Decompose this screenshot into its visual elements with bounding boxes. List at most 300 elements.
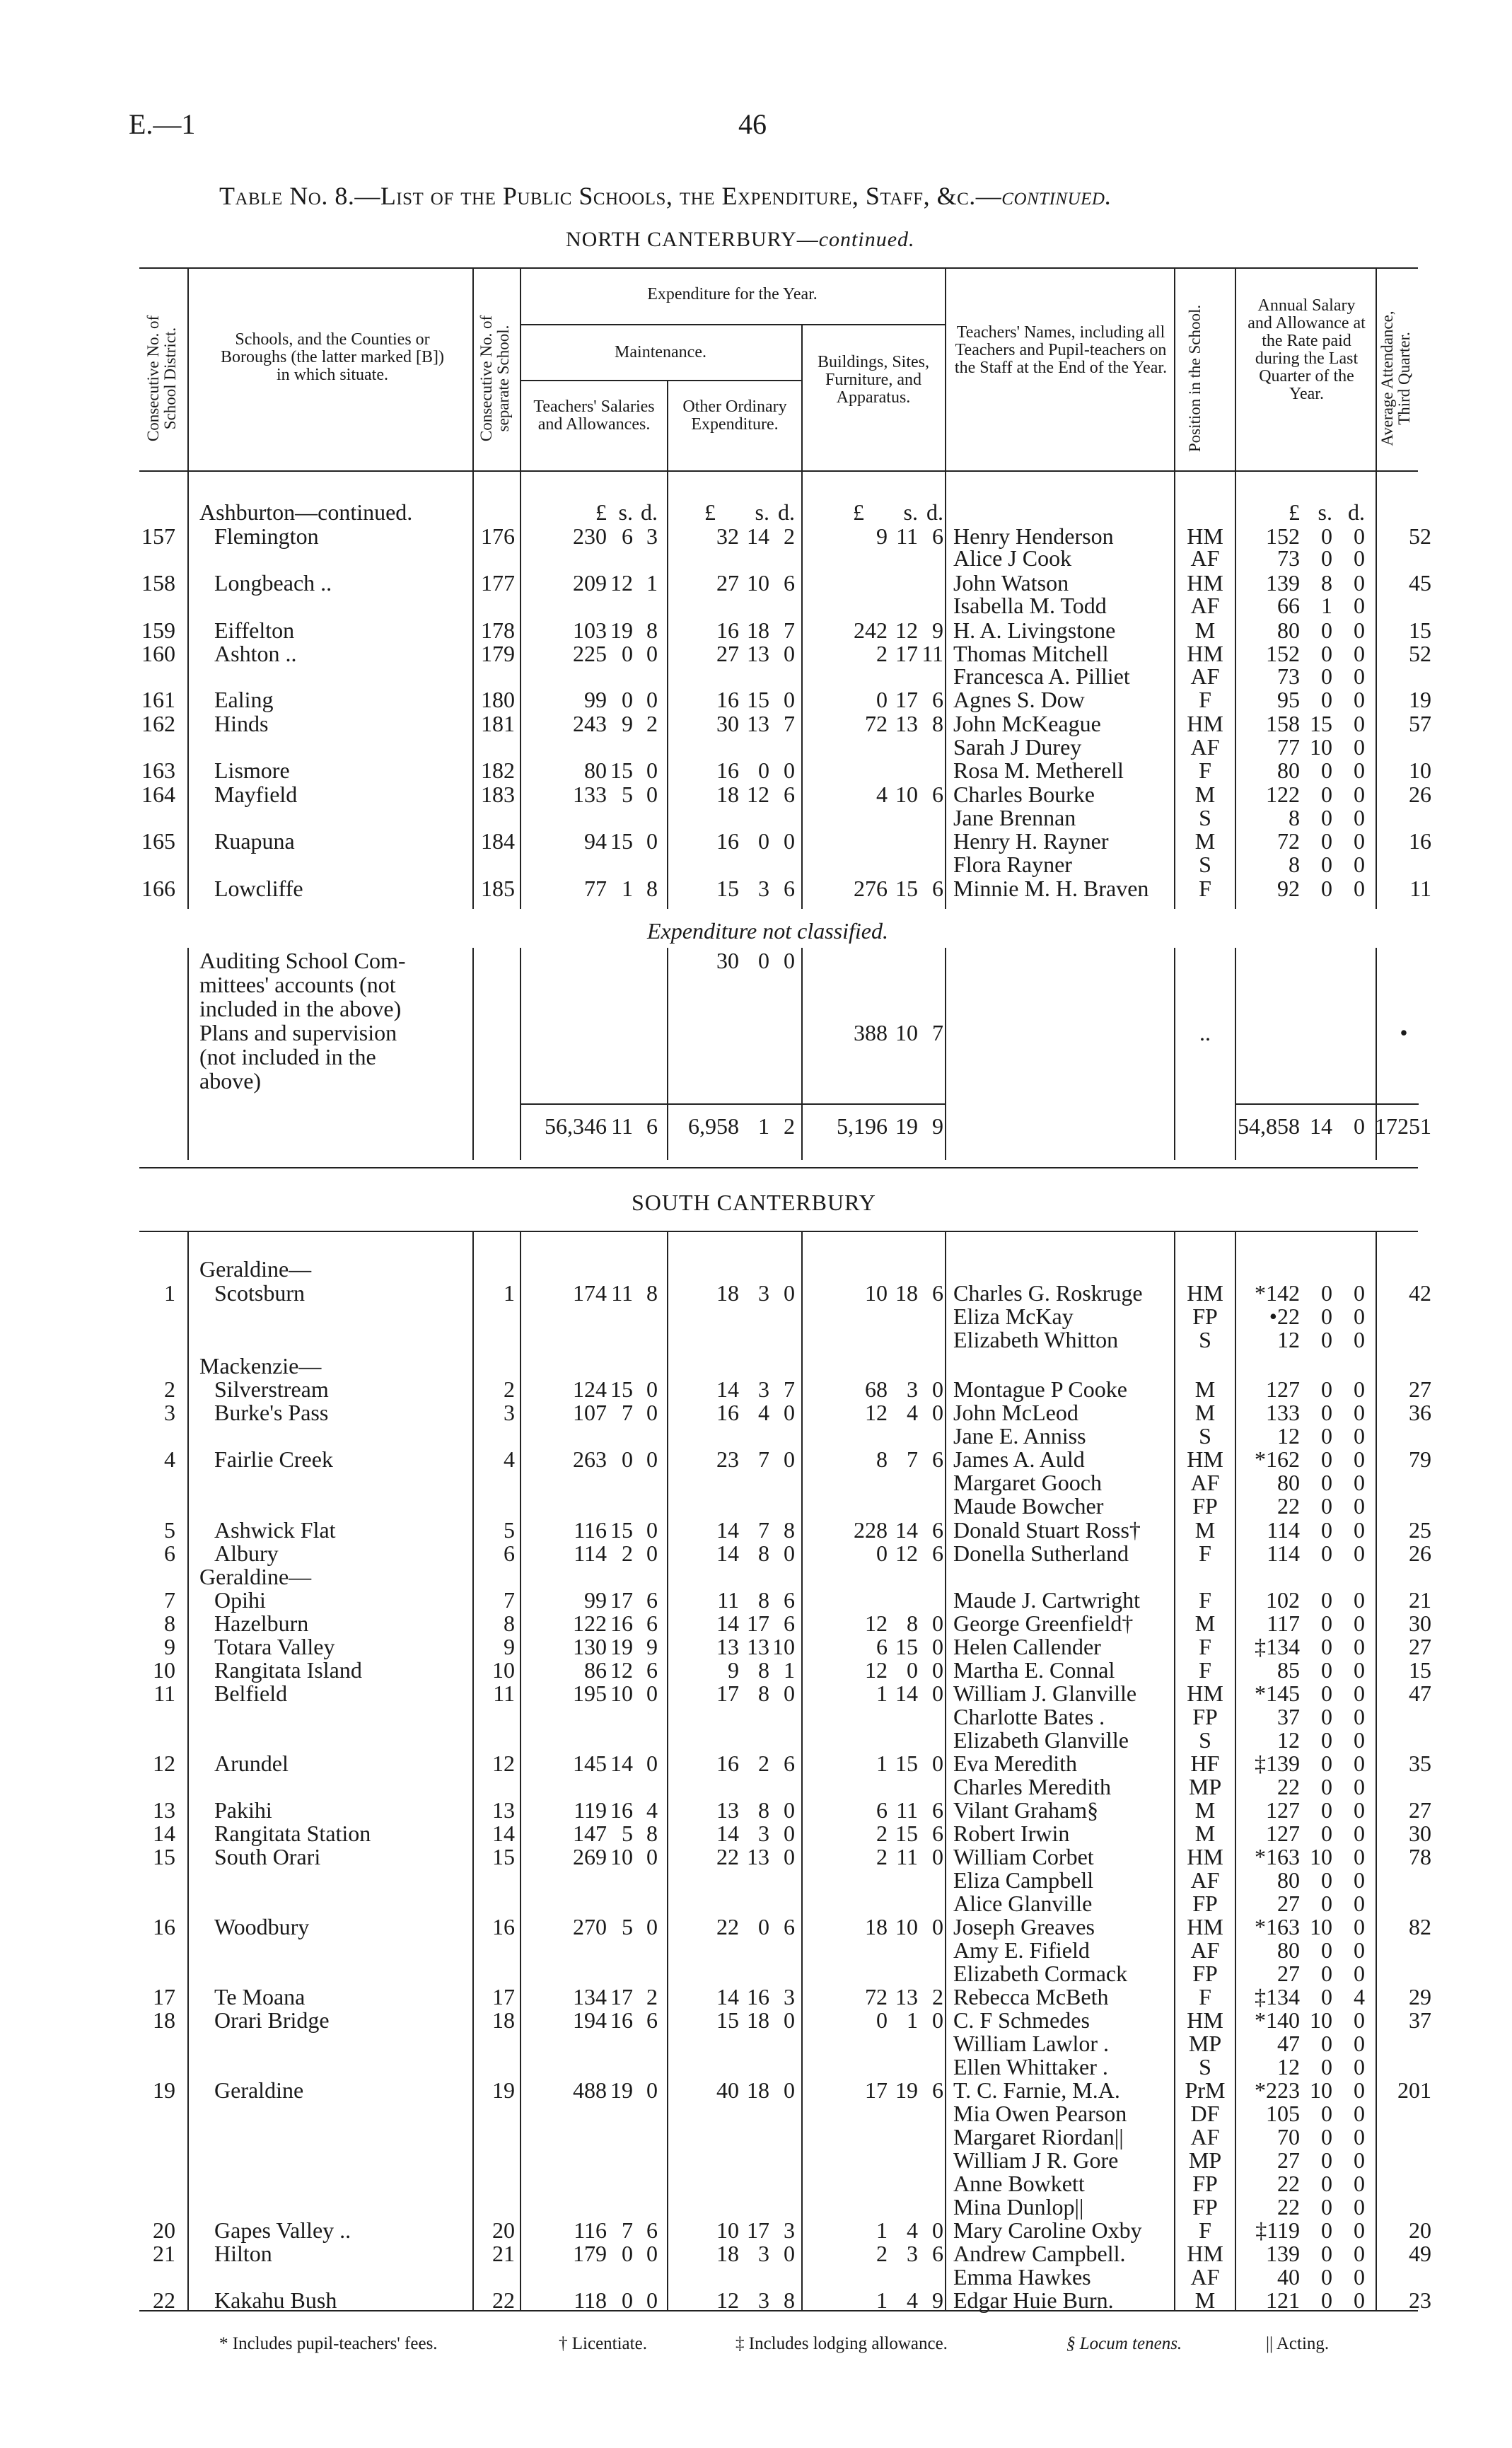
position: M: [1194, 1517, 1216, 1543]
school-number: 179: [481, 641, 515, 666]
annual-salary-shillings: 0: [1321, 2147, 1332, 2173]
district-number: 2: [164, 1376, 175, 1402]
position: M: [1194, 828, 1216, 854]
school-number: 1: [504, 1280, 515, 1306]
salaries-pounds: 116: [574, 2217, 607, 2243]
annual-salary-pounds: 105: [1266, 2101, 1300, 2126]
school-name: Hazelburn: [214, 1611, 309, 1636]
total-buildings-pounds: 5,196: [837, 1113, 888, 1139]
school-name: Belfield: [214, 1681, 288, 1706]
salaries-pence: 8: [646, 1280, 658, 1306]
total-other-pence: 2: [784, 1113, 795, 1139]
teacher-name: Maude J. Cartwright: [953, 1587, 1140, 1613]
salaries-shillings: 15: [610, 1517, 633, 1543]
salaries-pounds: 230: [573, 523, 607, 549]
annual-salary-shillings: 0: [1321, 1751, 1332, 1776]
annual-salary-pounds: ‡119: [1255, 2217, 1300, 2243]
salaries-pence: 0: [646, 1914, 658, 1939]
district-number: 3: [164, 1400, 175, 1425]
attendance: 10: [1409, 758, 1431, 783]
annual-salary-shillings: 0: [1321, 758, 1332, 783]
salaries-pounds: 195: [573, 1681, 607, 1706]
annual-salary-shillings: 0: [1321, 1517, 1332, 1543]
col-expenditure: Expenditure for the Year.: [647, 285, 818, 303]
buildings-pence: 6: [932, 1280, 943, 1306]
salaries-pounds: 133: [573, 782, 607, 807]
col-position: Position in the School.: [1186, 304, 1204, 453]
school-name: Ashton ..: [214, 641, 297, 666]
total-salaries-shillings: 11: [611, 1113, 633, 1139]
school-number: 19: [492, 2077, 515, 2103]
buildings-pence: 0: [932, 2217, 943, 2243]
annual-salary-pence: 0: [1354, 617, 1365, 643]
annual-salary-pounds: 22: [1277, 1774, 1300, 1799]
school-number: 5: [504, 1517, 515, 1543]
attendance: 11: [1409, 876, 1431, 901]
salaries-pence: 6: [646, 1657, 658, 1683]
buildings-pence: 6: [932, 1541, 943, 1566]
position: MP: [1188, 1774, 1222, 1799]
annual-salary-pounds: *140: [1255, 2007, 1300, 2033]
annual-salary-shillings: 0: [1321, 1304, 1332, 1329]
annual-salary-pence: 0: [1354, 1891, 1365, 1916]
annual-salary-pence: 0: [1354, 2031, 1365, 2056]
buildings-shillings: 4: [907, 2287, 918, 2313]
position: M: [1194, 617, 1216, 643]
annual-salary-pence: 0: [1354, 523, 1365, 549]
salaries-pence: 0: [646, 1400, 658, 1425]
other-expenditure-pence: 6: [784, 1751, 795, 1776]
school-name: Ashburton—continued.: [199, 499, 413, 525]
salaries-shillings: 12: [610, 1657, 633, 1683]
annual-salary-pounds: *162: [1255, 1446, 1300, 1472]
attendance: 30: [1409, 1611, 1431, 1636]
teacher-name: Helen Callender: [953, 1634, 1101, 1659]
col-teachers: Teachers' Names, including all Teachers and Pupil-teachers on the Staff at the End of the Year.: [954, 323, 1168, 377]
salaries-shillings: 9: [622, 711, 633, 736]
annual-salary-shillings: 0: [1321, 1984, 1332, 2009]
salaries-pounds: 119: [574, 1797, 607, 1823]
annual-salary-shillings: 0: [1321, 2054, 1332, 2079]
district-number: 163: [141, 758, 175, 783]
buildings-pence: 6: [932, 1446, 943, 1472]
other-expenditure-pounds: 13: [716, 1797, 739, 1823]
buildings-shillings: 14: [895, 1517, 918, 1543]
teacher-name: Andrew Campbell.: [953, 2241, 1126, 2266]
teacher-name: Francesca A. Pilliet: [953, 663, 1130, 689]
annual-salary-pounds: 40: [1277, 2264, 1300, 2290]
annual-salary-pounds: 158: [1266, 711, 1300, 736]
salaries-pence: 6: [646, 2217, 658, 2243]
annual-salary-pounds: 80: [1277, 1867, 1300, 1893]
salaries-pounds: 103: [573, 617, 607, 643]
position: FP: [1192, 2171, 1218, 2196]
buildings-pounds: 1: [876, 1681, 888, 1706]
attendance: 23: [1409, 2287, 1431, 2313]
salaries-pounds: 263: [573, 1446, 607, 1472]
footnote-pupil-fees: * Includes pupil-teachers' fees.: [219, 2334, 438, 2353]
district-number: 17: [153, 1984, 175, 2009]
salaries-shillings: 0: [622, 641, 633, 666]
annual-salary-shillings: 10: [1310, 1914, 1332, 1939]
school-number: 10: [492, 1657, 515, 1683]
position: FP: [1192, 2194, 1218, 2220]
annual-salary-pence: 0: [1354, 1867, 1365, 1893]
school-number: 4: [504, 1446, 515, 1472]
other-expenditure-pounds: 18: [716, 2241, 739, 2266]
other-expenditure-shillings: 0: [758, 828, 769, 854]
annual-salary-pounds: 127: [1266, 1797, 1300, 1823]
annual-salary-pounds: •22: [1269, 1304, 1300, 1329]
district-number: 21: [153, 2241, 175, 2266]
other-expenditure-pence: 0: [784, 641, 795, 666]
salaries-shillings: 0: [622, 2241, 633, 2266]
other-expenditure-shillings: 17: [747, 1611, 769, 1636]
school-name: Kakahu Bush: [214, 2287, 337, 2313]
other-expenditure-shillings: 18: [747, 2077, 769, 2103]
annual-salary-pence: 0: [1354, 2007, 1365, 2033]
page-reference: E.—1: [129, 108, 196, 140]
annual-salary-pence: 0: [1354, 1446, 1365, 1472]
other-expenditure-shillings: 14: [747, 523, 769, 549]
total-buildings-shillings: 19: [895, 1113, 918, 1139]
annual-salary-pence: 0: [1354, 1844, 1365, 1869]
position: AF: [1190, 1470, 1220, 1495]
attendance: 79: [1409, 1446, 1431, 1472]
other-expenditure-shillings: 2: [758, 1751, 769, 1776]
position: M: [1194, 1821, 1216, 1846]
salaries-pounds: 147: [573, 1821, 607, 1846]
district-number: 13: [153, 1797, 175, 1823]
school-number: 184: [481, 828, 515, 854]
teacher-name: Henry H. Rayner: [953, 828, 1109, 854]
teacher-name: Elizabeth Glanville: [953, 1727, 1129, 1753]
annual-salary-pence: 0: [1354, 2171, 1365, 2196]
salaries-pence: 6: [646, 1587, 658, 1613]
salaries-pounds: 99: [584, 1587, 607, 1613]
other-expenditure-pounds: 13: [716, 1634, 739, 1659]
other-expenditure-pence: 7: [784, 617, 795, 643]
salaries-pence: 0: [646, 782, 658, 807]
annual-salary-shillings: 0: [1321, 1937, 1332, 1963]
school-number: 16: [492, 1914, 515, 1939]
teacher-name: George Greenfield†: [953, 1611, 1134, 1636]
other-expenditure-pounds: 18: [716, 1280, 739, 1306]
salaries-shillings: 16: [610, 2007, 633, 2033]
annual-salary-shillings: 0: [1321, 1400, 1332, 1425]
attendance: 27: [1409, 1376, 1431, 1402]
annual-salary-pounds: ‡134: [1255, 1984, 1300, 2009]
position: F: [1199, 758, 1211, 783]
col-schools: Schools, and the Counties or Boroughs (the latter marked [B]) in which situate.: [221, 330, 444, 384]
position: F: [1199, 2217, 1211, 2243]
other-expenditure-shillings: 3: [758, 2287, 769, 2313]
annual-salary-shillings: 0: [1321, 2101, 1332, 2126]
school-number: 13: [492, 1797, 515, 1823]
district-number: 9: [164, 1634, 175, 1659]
salaries-pence: 0: [646, 828, 658, 854]
other-expenditure-shillings: 12: [747, 782, 769, 807]
salaries-pence: 0: [646, 2287, 658, 2313]
auditing-label: Auditing School Com-: [199, 948, 406, 973]
annual-salary-pounds: 102: [1266, 1587, 1300, 1613]
salaries-pence: 8: [646, 876, 658, 901]
school-name: Pakihi: [214, 1797, 272, 1823]
position: AF: [1190, 593, 1220, 618]
annual-salary-shillings: 0: [1321, 641, 1332, 666]
annual-salary-pence: 0: [1354, 1470, 1365, 1495]
annual-salary-pence: 0: [1354, 876, 1365, 901]
position: F: [1199, 1984, 1211, 2009]
annual-salary-pence: 0: [1354, 1961, 1365, 1986]
school-number: 185: [481, 876, 515, 901]
col-buildings: Buildings, Sites, Furniture, and Apparatus.: [817, 353, 930, 407]
teacher-name: John Watson: [953, 570, 1069, 596]
annual-salary-shillings: 0: [1321, 1727, 1332, 1753]
salaries-pounds: 243: [573, 711, 607, 736]
teacher-name: Eliza Campbell: [953, 1867, 1094, 1893]
annual-salary-pence: 0: [1354, 2077, 1365, 2103]
annual-salary-shillings: 0: [1321, 1470, 1332, 1495]
buildings-shillings: 15: [895, 1751, 918, 1776]
school-number: 11: [493, 1681, 515, 1706]
annual-salary-pence: 0: [1354, 1517, 1365, 1543]
school-number: 182: [481, 758, 515, 783]
annual-salary-pounds: 139: [1266, 2241, 1300, 2266]
other-expenditure-pounds: 27: [716, 570, 739, 596]
salaries-shillings: 19: [610, 2077, 633, 2103]
annual-salary-pounds: 12: [1277, 1423, 1300, 1449]
salaries-pounds: 77: [584, 876, 607, 901]
annual-salary-pounds: *163: [1255, 1914, 1300, 1939]
salaries-pounds: 86: [584, 1657, 607, 1683]
attendance: 47: [1409, 1681, 1431, 1706]
annual-salary-pounds: 27: [1277, 2147, 1300, 2173]
other-expenditure-shillings: 13: [747, 1634, 769, 1659]
salaries-pence: 8: [646, 617, 658, 643]
annual-salary-pounds: 8: [1289, 852, 1300, 877]
salaries-pence: 0: [646, 641, 658, 666]
annual-salary-shillings: 0: [1321, 1376, 1332, 1402]
district-number: 18: [153, 2007, 175, 2033]
annual-salary-pence: 0: [1354, 687, 1365, 712]
annual-salary-shillings: 0: [1321, 805, 1332, 830]
salaries-pence: 0: [646, 1681, 658, 1706]
salaries-pence: 0: [646, 687, 658, 712]
position: HM: [1187, 1446, 1223, 1472]
other-expenditure-pence: 0: [784, 1400, 795, 1425]
salaries-pounds: 174: [573, 1280, 607, 1306]
annual-salary-pounds: 133: [1266, 1400, 1300, 1425]
other-expenditure-pence: 0: [784, 2007, 795, 2033]
annual-salary-pence: 0: [1354, 1727, 1365, 1753]
other-expenditure-pence: 0: [784, 1681, 795, 1706]
buildings-pounds: 1: [876, 2217, 888, 2243]
annual-salary-pounds: 73: [1277, 545, 1300, 571]
school-name: Silverstream: [214, 1376, 329, 1402]
unit-pound: £: [595, 499, 607, 525]
district-number: 12: [153, 1751, 175, 1776]
buildings-pounds: 276: [854, 876, 888, 901]
total-salaries-pence: 6: [646, 1113, 658, 1139]
other-expenditure-pounds: 15: [716, 876, 739, 901]
teacher-name: Henry Henderson: [953, 523, 1114, 549]
teacher-name: Robert Irwin: [953, 1821, 1070, 1846]
salaries-shillings: 16: [610, 1611, 633, 1636]
annual-salary-pounds: 80: [1277, 758, 1300, 783]
annual-salary-pence: 0: [1354, 641, 1365, 666]
attendance: 21: [1409, 1587, 1431, 1613]
annual-salary-pounds: 70: [1277, 2124, 1300, 2150]
position: FP: [1192, 1704, 1218, 1729]
teacher-name: Martha E. Connal: [953, 1657, 1115, 1683]
position: AF: [1190, 545, 1220, 571]
attendance: 201: [1397, 2077, 1431, 2103]
teacher-name: William Corbet: [953, 1844, 1094, 1869]
teacher-name: Rosa M. Metherell: [953, 758, 1124, 783]
annual-salary-pence: 0: [1354, 1327, 1365, 1352]
annual-salary-shillings: 10: [1310, 1844, 1332, 1869]
annual-salary-shillings: 0: [1321, 617, 1332, 643]
attendance: 52: [1409, 641, 1431, 666]
teacher-name: John McKeague: [953, 711, 1101, 736]
position: FP: [1192, 1304, 1218, 1329]
district-number: 7: [164, 1587, 175, 1613]
salaries-pounds: 116: [574, 1517, 607, 1543]
position: HM: [1187, 2007, 1223, 2033]
school-number: 15: [492, 1844, 515, 1869]
other-expenditure-shillings: 3: [758, 2241, 769, 2266]
annual-salary-pounds: 80: [1277, 617, 1300, 643]
position: FP: [1192, 1493, 1218, 1519]
attendance: 49: [1409, 2241, 1431, 2266]
annual-salary-shillings: 0: [1321, 2287, 1332, 2313]
school-name: Geraldine—: [199, 1564, 312, 1589]
school-name: Ruapuna: [214, 828, 295, 854]
salaries-pounds: 194: [573, 2007, 607, 2033]
other-expenditure-pounds: 22: [716, 1914, 739, 1939]
buildings-pence: 0: [932, 1844, 943, 1869]
other-expenditure-pounds: 27: [716, 641, 739, 666]
school-name: Flemington: [214, 523, 319, 549]
school-name: Ealing: [214, 687, 274, 712]
teacher-name: James A. Auld: [953, 1446, 1085, 1472]
position: HM: [1187, 711, 1223, 736]
salaries-pounds: 122: [573, 1611, 607, 1636]
school-name: South Orari: [214, 1844, 321, 1869]
position: M: [1194, 1797, 1216, 1823]
other-expenditure-pounds: 16: [716, 1751, 739, 1776]
table-title-continued: continued.: [1001, 182, 1112, 210]
annual-salary-pounds: 117: [1267, 1611, 1300, 1636]
annual-salary-pounds: 72: [1277, 828, 1300, 854]
teacher-name: William J. Glanville: [953, 1681, 1137, 1706]
buildings-pounds: 17: [865, 2077, 888, 2103]
buildings-pence: 6: [932, 523, 943, 549]
salaries-shillings: 17: [610, 1587, 633, 1613]
salaries-pounds: 134: [573, 1984, 607, 2009]
buildings-pounds: 18: [865, 1914, 888, 1939]
total-attendance: 17251: [1375, 1113, 1431, 1139]
annual-salary-shillings: 0: [1321, 1327, 1332, 1352]
school-number: 3: [504, 1400, 515, 1425]
annual-salary-pence: 0: [1354, 2147, 1365, 2173]
annual-salary-pence: 0: [1354, 1280, 1365, 1306]
teacher-name: Eliza McKay: [953, 1304, 1074, 1329]
other-expenditure-shillings: 0: [758, 758, 769, 783]
annual-salary-pence: 0: [1354, 663, 1365, 689]
salaries-pounds: 488: [573, 2077, 607, 2103]
annual-salary-pounds: 77: [1277, 734, 1300, 760]
other-expenditure-shillings: 3: [758, 1821, 769, 1846]
other-expenditure-pounds: 32: [716, 523, 739, 549]
position: AF: [1190, 1937, 1220, 1963]
position: FP: [1192, 1891, 1218, 1916]
buildings-pence: 9: [932, 2287, 943, 2313]
annual-salary-pence: 0: [1354, 545, 1365, 571]
school-number: 183: [481, 782, 515, 807]
other-expenditure-pence: 0: [784, 1280, 795, 1306]
teacher-name: Donald Stuart Ross†: [953, 1517, 1141, 1543]
position: M: [1194, 1400, 1216, 1425]
salaries-shillings: 15: [610, 828, 633, 854]
buildings-pence: 0: [932, 1634, 943, 1659]
annual-salary-shillings: 1: [1321, 593, 1332, 618]
annual-salary-pence: 0: [1354, 1704, 1365, 1729]
position: S: [1199, 1727, 1211, 1753]
buildings-pence: 0: [932, 1914, 943, 1939]
school-name: Opihi: [214, 1587, 266, 1613]
buildings-shillings: 15: [895, 876, 918, 901]
auditing-label: included in the above): [199, 996, 402, 1021]
teacher-name: Maude Bowcher: [953, 1493, 1104, 1519]
buildings-shillings: 4: [907, 2217, 918, 2243]
footnote-licentiate: † Licentiate.: [559, 2334, 647, 2353]
salaries-shillings: 12: [610, 570, 633, 596]
school-name: Hilton: [214, 2241, 272, 2266]
school-number: 21: [492, 2241, 515, 2266]
other-expenditure-pounds: 18: [716, 782, 739, 807]
school-number: 17: [492, 1984, 515, 2009]
annual-salary-shillings: 0: [1321, 2124, 1332, 2150]
buildings-pence: 2: [932, 1984, 943, 2009]
other-expenditure-pence: 6: [784, 570, 795, 596]
salaries-pounds: 124: [573, 1376, 607, 1402]
col-district-no: Consecutive No. of School District.: [144, 315, 179, 442]
salaries-pence: 2: [646, 711, 658, 736]
school-number: 8: [504, 1611, 515, 1636]
other-expenditure-pence: 6: [784, 1914, 795, 1939]
annual-salary-pence: 0: [1354, 1400, 1365, 1425]
buildings-pence: 0: [932, 1611, 943, 1636]
other-expenditure-pence: 7: [784, 711, 795, 736]
district-number: 159: [141, 617, 175, 643]
attendance: 57: [1409, 711, 1431, 736]
plans-amount-pence: 7: [932, 1020, 943, 1045]
salaries-shillings: 1: [622, 876, 633, 901]
buildings-pence: 6: [932, 1797, 943, 1823]
attendance: 30: [1409, 1821, 1431, 1846]
teacher-name: Elizabeth Whitton: [953, 1327, 1119, 1352]
annual-salary-pence: 0: [1354, 782, 1365, 807]
buildings-shillings: 3: [907, 2241, 918, 2266]
school-number: 176: [481, 523, 515, 549]
district-number: 10: [153, 1657, 175, 1683]
annual-salary-shillings: 0: [1321, 2194, 1332, 2220]
annual-salary-pence: 0: [1354, 1821, 1365, 1846]
position: AF: [1190, 663, 1220, 689]
district-number: 14: [153, 1821, 175, 1846]
